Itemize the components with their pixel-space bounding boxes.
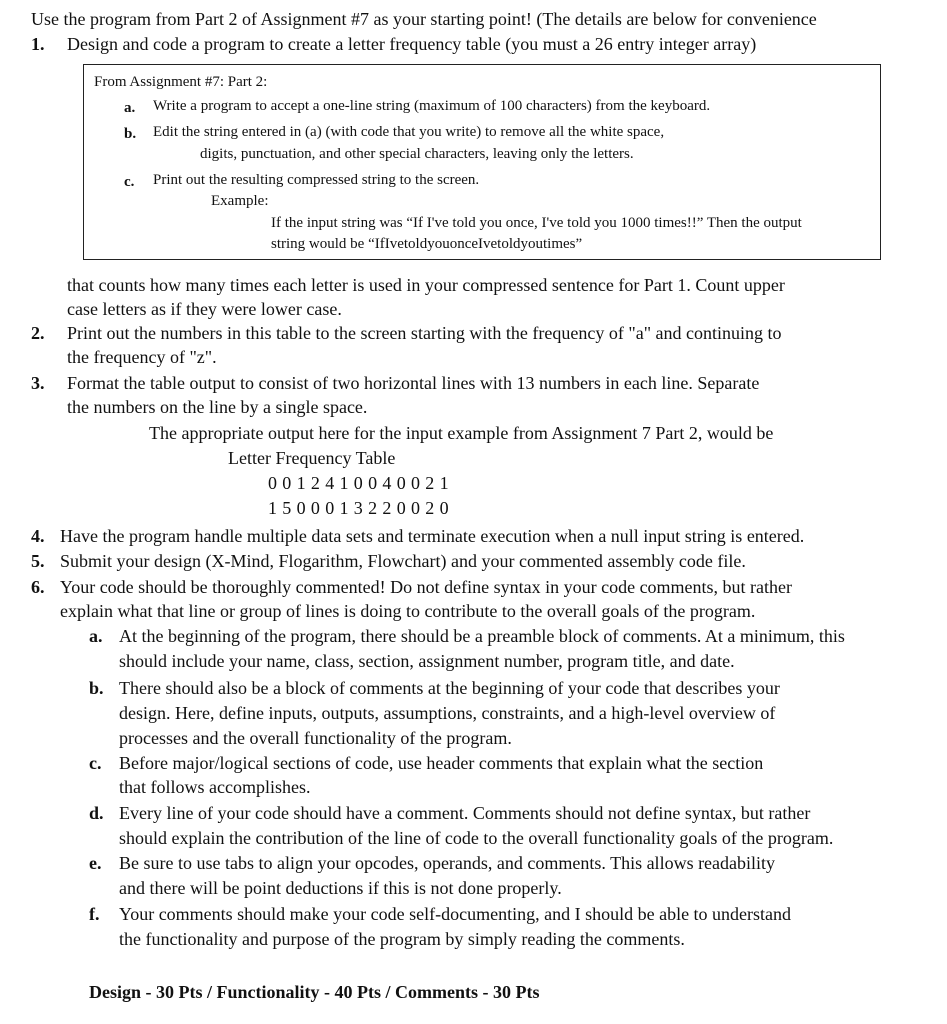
item-5-text: Submit your design (X-Mind, Flogarithm, Flowchart) and your commented assembly code file. bbox=[60, 551, 746, 571]
item-6e-line-2: and there will be point deductions if this is not done properly. bbox=[119, 878, 562, 898]
item-1-text: Design and code a program to create a letter frequency table (you must a 26 entry integer array) bbox=[67, 34, 757, 54]
continuation-line-1: that counts how many times each letter is used in your compressed sentence for Part 1. Count upper bbox=[67, 275, 785, 295]
item-6d-line-2: should explain the contribution of the line of code to the overall functionality goals of the program. bbox=[119, 828, 834, 848]
item-6c-label: c. bbox=[89, 753, 102, 773]
item-6b-line-1: There should also be a block of comments at the beginning of your code that describes your bbox=[119, 678, 780, 698]
item-6f-label: f. bbox=[89, 904, 100, 924]
box-b-text-2: digits, punctuation, and other special characters, leaving only the letters. bbox=[200, 146, 634, 162]
item-2-text-1: Print out the numbers in this table to the screen starting with the frequency of "a" and continuing to bbox=[67, 323, 782, 343]
item-6e-line-1: Be sure to use tabs to align your opcodes, operands, and comments. This allows readability bbox=[119, 853, 776, 873]
item-6-text-2: explain what that line or group of lines is doing to contribute to the overall goals of the program. bbox=[60, 601, 756, 621]
item-6b-line-2: design. Here, define inputs, outputs, assumptions, constraints, and a high-level overview of bbox=[119, 703, 776, 723]
box-a-label: a. bbox=[124, 100, 136, 116]
box-example-line-2: string would be “IfIvetoldyouonceIvetoldyoutimes” bbox=[271, 236, 583, 252]
sample-table-title: Letter Frequency Table bbox=[228, 448, 396, 468]
box-b-label: b. bbox=[124, 126, 137, 142]
item-6b-line-3: processes and the overall functionality of the program. bbox=[119, 728, 512, 748]
grading-summary: Design - 30 Pts / Functionality - 40 Pts / Comments - 30 Pts bbox=[89, 982, 540, 1002]
box-example-label: Example: bbox=[211, 193, 269, 209]
sample-intro: The appropriate output here for the input example from Assignment 7 Part 2, would be bbox=[149, 423, 774, 443]
item-6a-line-2: should include your name, class, section, assignment number, program title, and date. bbox=[119, 651, 735, 671]
item-3-number: 3. bbox=[31, 373, 45, 393]
item-6f-line-1: Your comments should make your code self-documenting, and I should be able to understand bbox=[119, 904, 792, 924]
item-1-number: 1. bbox=[31, 34, 45, 54]
sample-row-2: 1 5 0 0 0 1 3 2 2 0 0 2 0 bbox=[268, 498, 449, 518]
item-4-text: Have the program handle multiple data sets and terminate execution when a null input string is entered. bbox=[60, 526, 805, 546]
item-6d-line-1: Every line of your code should have a comment. Comments should not define syntax, but rather bbox=[119, 803, 811, 823]
item-6a-label: a. bbox=[89, 626, 103, 646]
item-3-text-1: Format the table output to consist of two horizontal lines with 13 numbers in each line. Separate bbox=[67, 373, 760, 393]
item-6-text-1: Your code should be thoroughly commented! Do not define syntax in your code comments, but rather bbox=[60, 577, 793, 597]
item-6b-label: b. bbox=[89, 678, 104, 698]
intro-text: Use the program from Part 2 of Assignment #7 as your starting point! (The details are below for convenience bbox=[31, 9, 817, 29]
item-5-number: 5. bbox=[31, 551, 45, 571]
item-2-text-2: the frequency of "z". bbox=[67, 347, 217, 367]
item-6f-line-2: the functionality and purpose of the program by simply reading the comments. bbox=[119, 929, 685, 949]
box-b-text-1: Edit the string entered in (a) (with code that you write) to remove all the white space, bbox=[153, 124, 665, 140]
item-6d-label: d. bbox=[89, 803, 104, 823]
item-6c-line-1: Before major/logical sections of code, use header comments that explain what the section bbox=[119, 753, 764, 773]
box-example-line-1: If the input string was “If I've told you once, I've told you 1000 times!!” Then the output bbox=[271, 215, 802, 231]
item-6e-label: e. bbox=[89, 853, 102, 873]
item-6-number: 6. bbox=[31, 577, 45, 597]
box-title: From Assignment #7: Part 2: bbox=[94, 74, 268, 90]
continuation-line-2: case letters as if they were lower case. bbox=[67, 299, 342, 319]
box-c-label: c. bbox=[124, 174, 135, 190]
item-2-number: 2. bbox=[31, 323, 45, 343]
sample-row-1: 0 0 1 2 4 1 0 0 4 0 0 2 1 bbox=[268, 473, 449, 493]
item-4-number: 4. bbox=[31, 526, 45, 546]
item-6c-line-2: that follows accomplishes. bbox=[119, 777, 311, 797]
item-6a-line-1: At the beginning of the program, there should be a preamble block of comments. At a minimum, this bbox=[119, 626, 845, 646]
box-a-text: Write a program to accept a one-line string (maximum of 100 characters) from the keyboard. bbox=[153, 98, 711, 114]
box-c-text: Print out the resulting compressed string to the screen. bbox=[153, 172, 480, 188]
item-3-text-2: the numbers on the line by a single space. bbox=[67, 397, 368, 417]
